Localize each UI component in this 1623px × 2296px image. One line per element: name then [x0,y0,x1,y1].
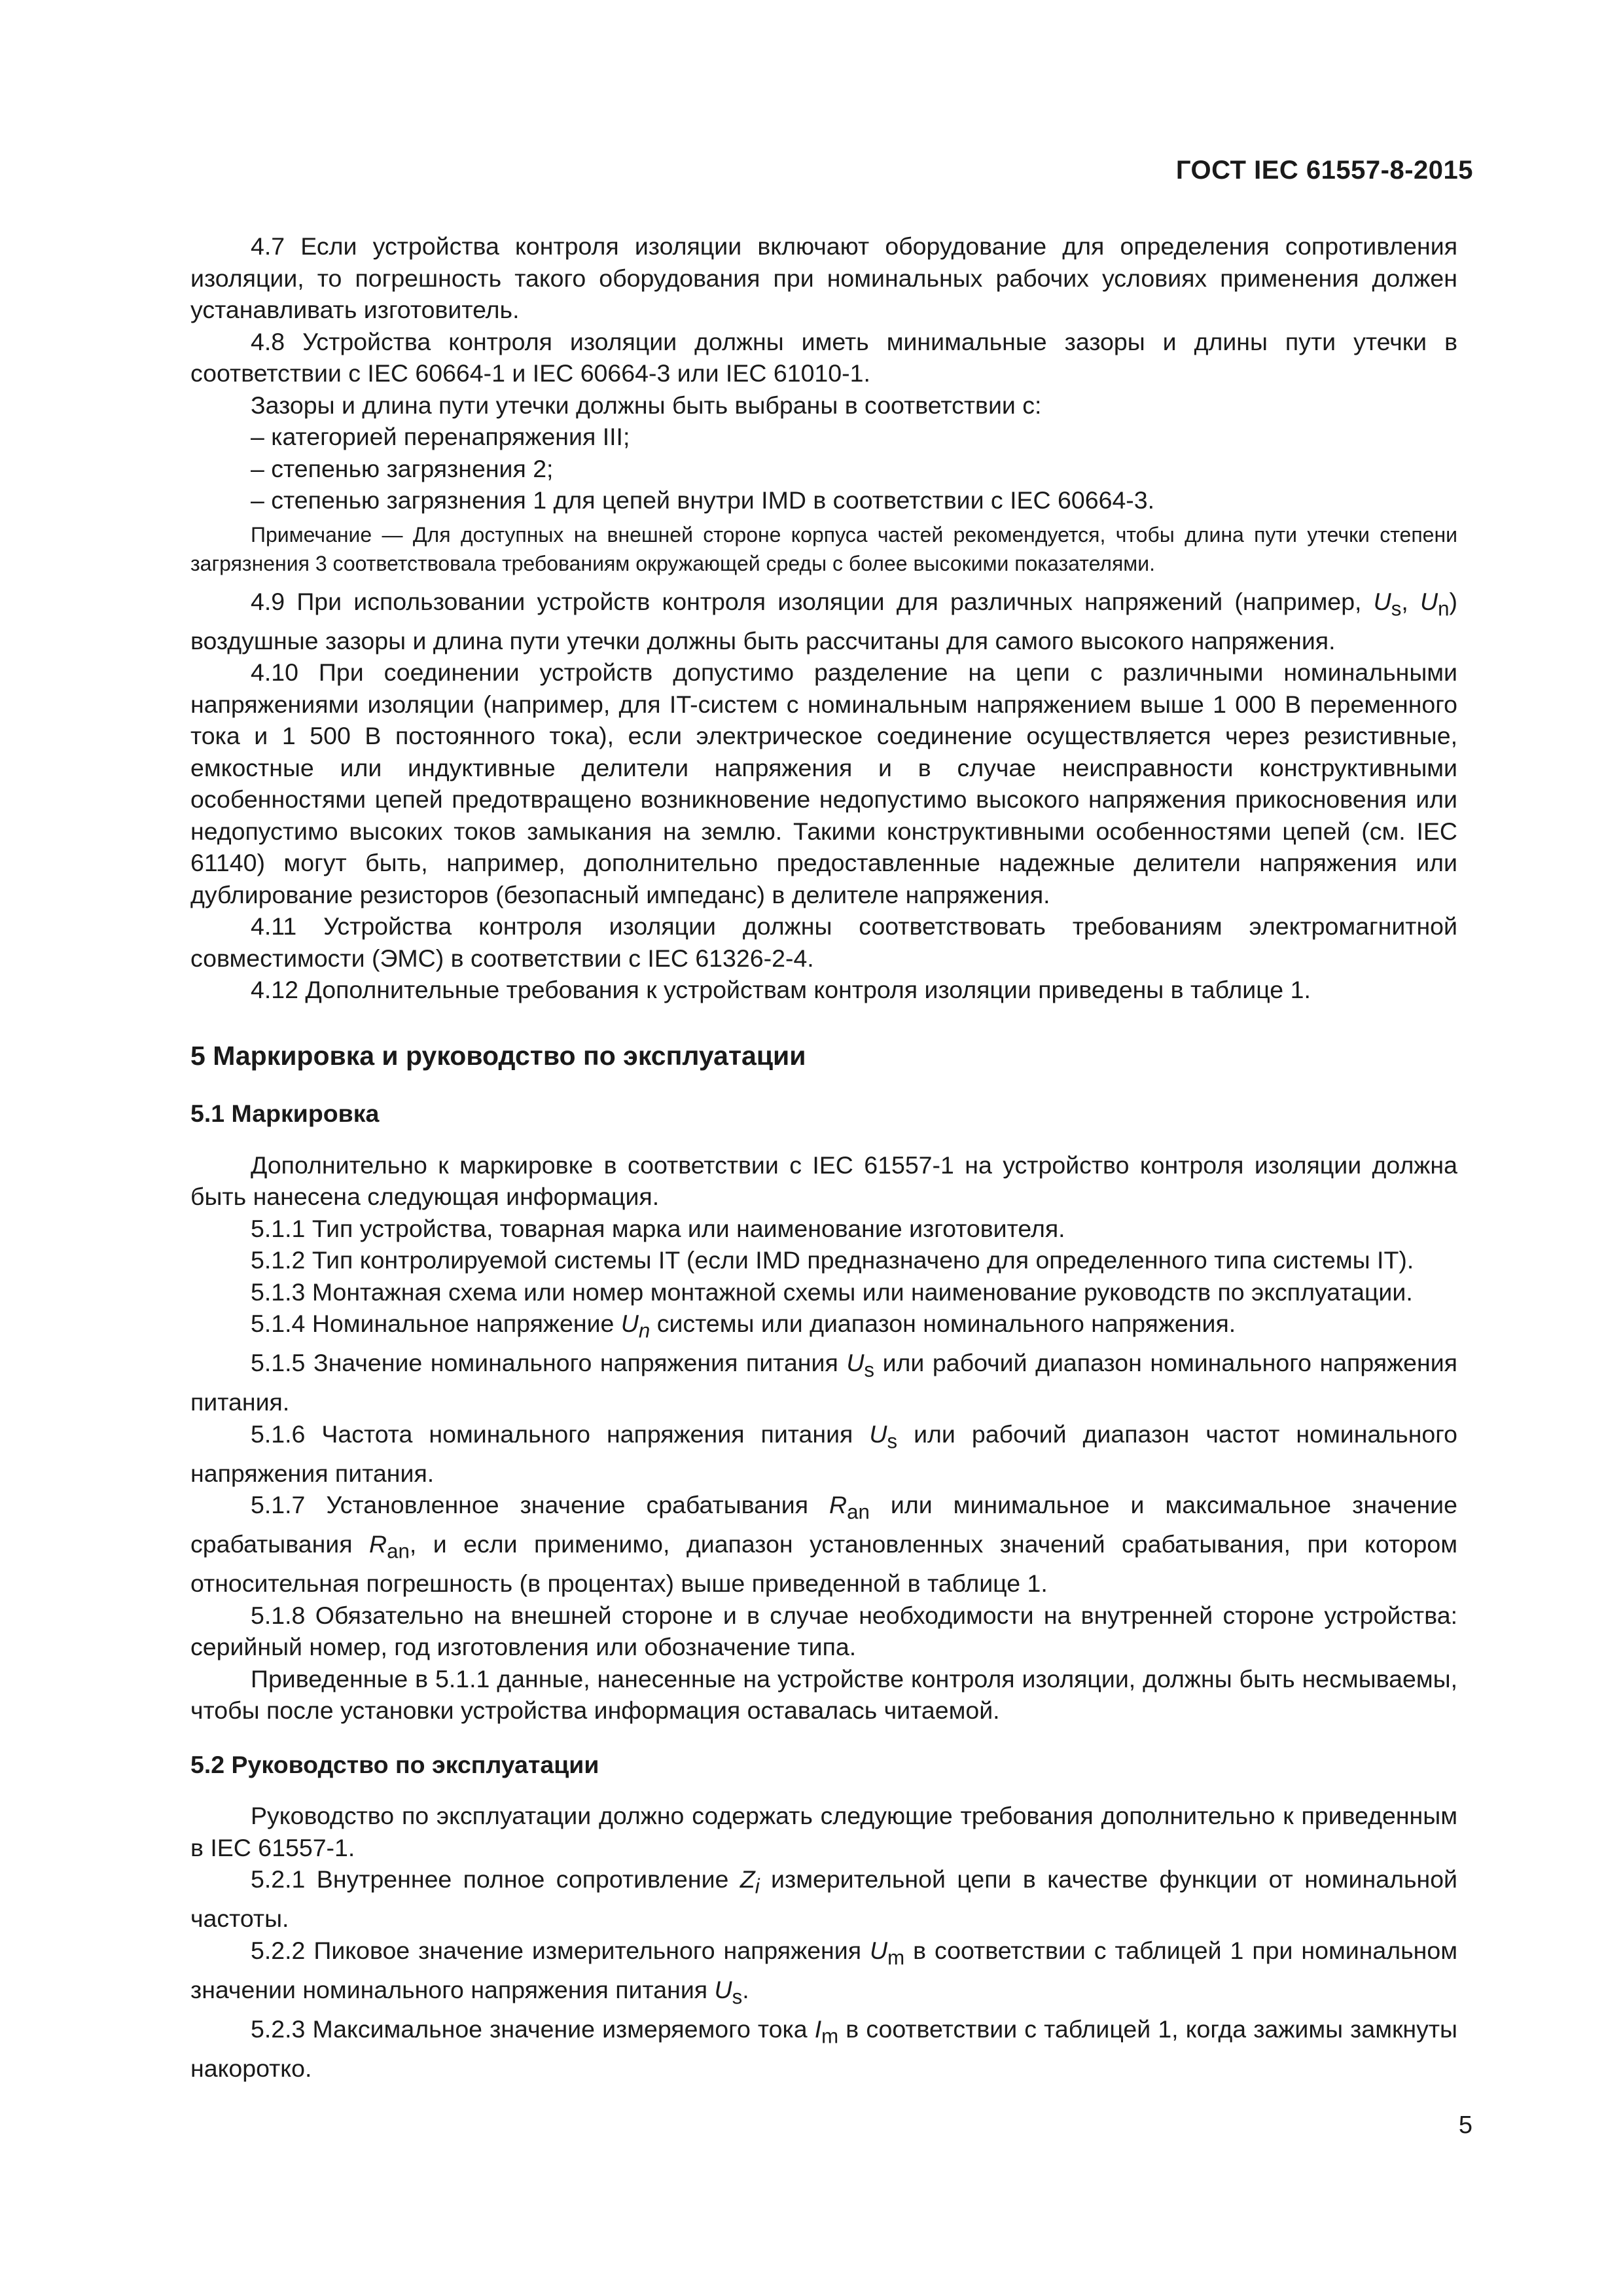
paragraph-5-2-intro: Руководство по эксплуатации должно содержать следующие требования дополнительно к приведенным в IEC 61557-1. [190,1802,1457,1861]
paragraph-5-1-4: 5.1.4 Номинальное напряжение $U_n$ системы или диапазон номинального напряжения. [251,1310,1236,1342]
note: Примечание — Для доступных на внешней стороне корпуса частей рекомендуется, чтобы длина пути утечки степени загрязнения 3 соответствовала требованиям окружающей среды с более высокими показателями. [190,522,1457,575]
paragraph-5-1-3: 5.1.3 Монтажная схема или номер монтажной схемы или наименование руководств по эксплуатации. [251,1278,1413,1306]
list-item: – степенью загрязнения 1 для цепей внутри IMD в соответствии с IEC 60664-3. [251,486,1155,514]
paragraph-5-1-5: 5.1.5 Значение номинального напряжения питания $U_s$ или рабочий диапазон номинального напряжения питания. [190,1349,1457,1416]
paragraph-4-7: 4.7 Если устройства контроля изоляции включают оборудование для определения сопротивления изоляции, то погрешность такого оборудования при номинальных рабочих условиях применения должен устанавливать изготовитель. [190,232,1457,323]
section-5-1-heading: 5.1 Маркировка [190,1100,380,1127]
paragraph-4-9: 4.9 При использовании устройств контроля изоляции для различных напряжений (например, $U_s$, $U_n$) воздушные зазоры и длина пути утечки должны быть рассчитаны для самого высокого напряжения. [190,587,1457,655]
list-item: – степенью загрязнения 2; [251,454,554,482]
paragraph-5-1-8: 5.1.8 Обязательно на внешней стороне и в случае необходимости на внутренней стороне устройства: серийный номер, год изготовления или обозначение типа. [190,1601,1457,1660]
section-5-2-heading: 5.2 Руководство по эксплуатации [190,1750,599,1778]
page-number: 5 [1458,2111,1472,2139]
document-header-id: ГОСТ IEC 61557-8-2015 [1175,156,1473,185]
page-body [190,230,1457,2084]
paragraph-4-8: 4.8 Устройства контроля изоляции должны иметь минимальные зазоры и длины пути утечки в соответствии с IEC 60664-1 и IEC 60664-3 или IEC 61010-1. [190,327,1457,387]
paragraph-5-1-2: 5.1.2 Тип контролируемой системы IT (если IMD предназначено для определенного типа системы IT). [251,1246,1414,1274]
paragraph-5-1-6: 5.1.6 Частота номинального напряжения питания $U_s$ или рабочий диапазон частот номинального напряжения питания. [190,1420,1457,1487]
paragraph-5-2-2: 5.2.2 Пиковое значение измерительного напряжения $U_m$ в соответствии с таблицей 1 при номинальном значении номинального напряжения питания $U_s$. [190,1936,1458,2008]
paragraph-5-2-1: 5.2.1 Внутреннее полное сопротивление $Z_i$ измерительной цепи в качестве функции от номинальной частоты. [190,1865,1457,1932]
paragraph-5-1-end: Приведенные в 5.1.1 данные, нанесенные на устройстве контроля изоляции, должны быть несмываемы, чтобы после установки устройства информация оставалась читаемой. [190,1664,1457,1724]
paragraph-4-11: 4.11 Устройства контроля изоляции должны соответствовать требованиям электромагнитной совместимости (ЭМС) в соответствии с IEC 61326-2-4. [190,912,1457,972]
paragraph-4-12: 4.12 Дополнительные требования к устройствам контроля изоляции приведены в таблице 1. [251,976,1311,1003]
section-5-heading: 5 Маркировка и руководство по эксплуатации [190,1040,806,1071]
paragraph-5-1-1: 5.1.1 Тип устройства, товарная марка или наименование изготовителя. [251,1214,1065,1242]
paragraph-4-10: 4.10 При соединении устройств допустимо разделение на цепи с различными номинальными напряжениями изоляции (например, для IT-систем с номинальным напряжением выше 1 000 В переменного тока и 1 500 В постоянного тока), если электрическое соединение осуществляется через резистивные, емкостные или индуктивные делители напряжения и в случае неисправности конструктивными особенностями цепей предотвращено возникновение недопустимо высокого напряжения прикосновения или недопустимо высоких токов замыкания на землю. Такими конструктивными особенностями цепей (см. IEC 61140) могут быть, например, дополнительно предоставленные надежные делители напряжения или дублирование резисторов (безопасный импеданс) в делителе напряжения. [190,658,1457,908]
paragraph-5-1-intro: Дополнительно к маркировке в соответствии с IEC 61557-1 на устройство контроля изоляции должна быть нанесена следующая информация. [190,1151,1457,1210]
paragraph-4-8-intro: Зазоры и длина пути утечки должны быть выбраны в соответствии с: [251,391,1042,419]
paragraph-5-2-3: 5.2.3 Максимальное значение измеряемого тока $I_m$ в соответствии с таблицей 1, когда зажимы замкнуты накоротко. [190,2015,1457,2082]
list-item: – категорией перенапряжения III; [251,423,630,450]
paragraph-5-1-7: 5.1.7 Установленное значение срабатывания $R_{an}$ или минимальное и максимальное значение срабатывания $R_{an}$, и если применимо, диапазон установленных значений срабатывания, при котором относительная погрешность (в процентах) выше приведенной в таблице 1. [190,1491,1457,1597]
